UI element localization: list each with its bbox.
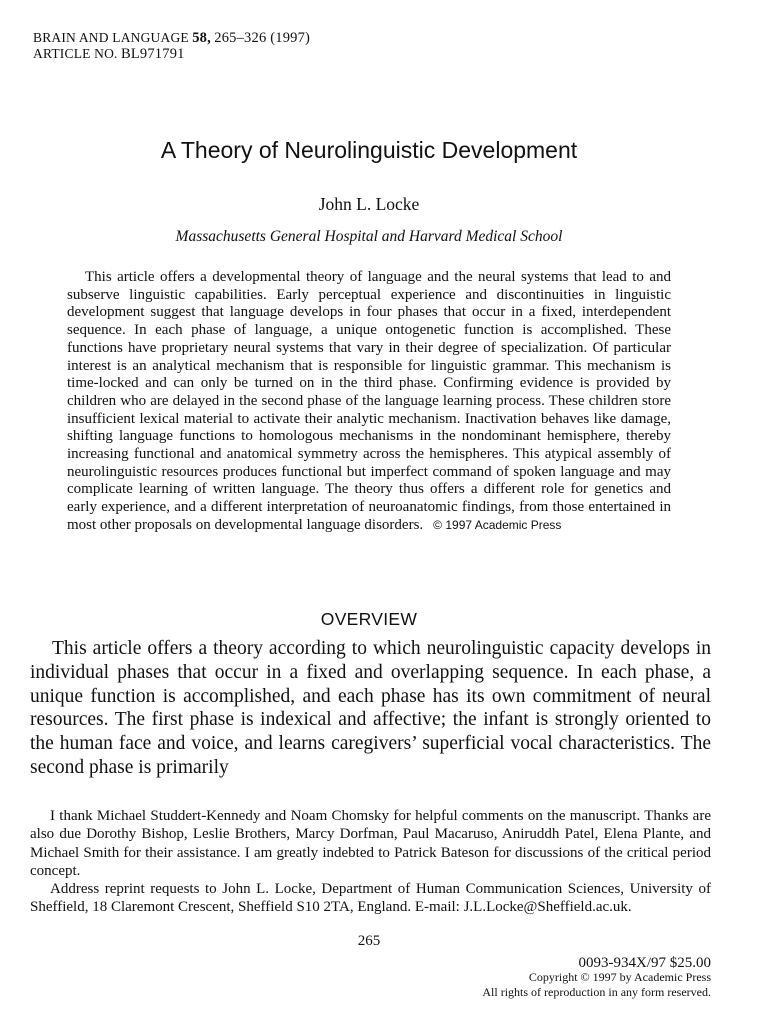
author-affiliation: Massachusetts General Hospital and Harvard Medical School bbox=[175, 228, 563, 245]
address-footnote: Address reprint requests to John L. Locke, Department of Human Communication Sciences, University of Sheffield, 18 Claremont Crescent, Sheffield S10 2TA, England. E-mail: J.L.Locke@Sheffield.ac.uk. bbox=[30, 881, 711, 916]
body-paragraph: This article offers a theory according to which neurolinguistic capacity develops in individual phases that occur in a fixed and overlapping sequence. In each phase, a unique function is accomplished, and each phase has its own commitment of neural resources. The first phase is indexical and affective; the infant is strongly oriented to the human face and voice, and learns caregivers’ superficial vocal characteristics. The second phase is primarily bbox=[30, 638, 711, 778]
author-name: John L. Locke bbox=[318, 194, 420, 214]
volume-number: 58, bbox=[192, 30, 211, 46]
abstract bbox=[67, 269, 671, 535]
issn-price: 0093-934X/97 $25.00 bbox=[578, 955, 711, 971]
publisher-copyright: Copyright © 1997 by Academic Press bbox=[528, 970, 711, 984]
acknowledgments-footnote: I thank Michael Studdert-Kennedy and Noam Chomsky for helpful comments on the manuscript. Thanks are also due Dorothy Bishop, Leslie Brothers, Marcy Dorfman, Paul Macaruso, Aniruddh Patel, Elena Plante, and Michael Smith for their assistance. I am greatly indebted to Patrick Bateson for discussions of the critical period concept. bbox=[30, 808, 711, 879]
abstract-paragraph bbox=[67, 269, 671, 535]
article-number-line bbox=[33, 46, 310, 62]
body-text bbox=[30, 637, 711, 780]
abstract-copyright: © 1997 Academic Press bbox=[433, 517, 562, 532]
rights-statement: All rights of reproduction in any form reserved. bbox=[482, 985, 711, 999]
journal-name: BRAIN AND LANGUAGE bbox=[33, 30, 189, 45]
journal-citation bbox=[33, 30, 310, 46]
article-no-label: ARTICLE NO. bbox=[33, 46, 118, 61]
footnotes bbox=[30, 807, 711, 917]
section-heading: OVERVIEW bbox=[320, 609, 418, 629]
page-number: 265 bbox=[357, 933, 381, 949]
abstract-text: This article offers a developmental theory of language and the neural systems that lead to and subserve linguistic capabilities. Early perceptual experience and discontinuities in linguistic development suggest that language develops in four phases that occur in a fixed, interdependent sequence. In each phase of language, a unique ontogenetic function is accomplished. These functions have proprietary neural systems that vary in their degree of specialization. Of particular interest is an analytical mechanism that is responsible for linguistic grammar. This mechanism is time-locked and can only be turned on in the third phase. Confirming evidence is provided by children who are delayed in the second phase of the language learning process. These children store insufficient lexical material to activate their analytic mechanism. Inactivation behaves like damage, shifting language functions to homologous mechanisms in the nondominant hemisphere, thereby increasing functional and anatomical symmetry across the hemispheres. This atypical assembly of neurolinguistic resources produces functional but imperfect command of spoken language and may complicate learning of written language. The theory thus offers a different role for genetics and early experience, and a different interpretation of neuroanatomic findings, from those entertained in most other proposals on developmental language disorders. bbox=[67, 269, 671, 533]
article-no: BL971791 bbox=[120, 46, 185, 62]
journal-header bbox=[33, 30, 310, 62]
article-title: A Theory of Neurolinguistic Development bbox=[160, 137, 578, 163]
pages-year: 265–326 (1997) bbox=[214, 30, 311, 46]
